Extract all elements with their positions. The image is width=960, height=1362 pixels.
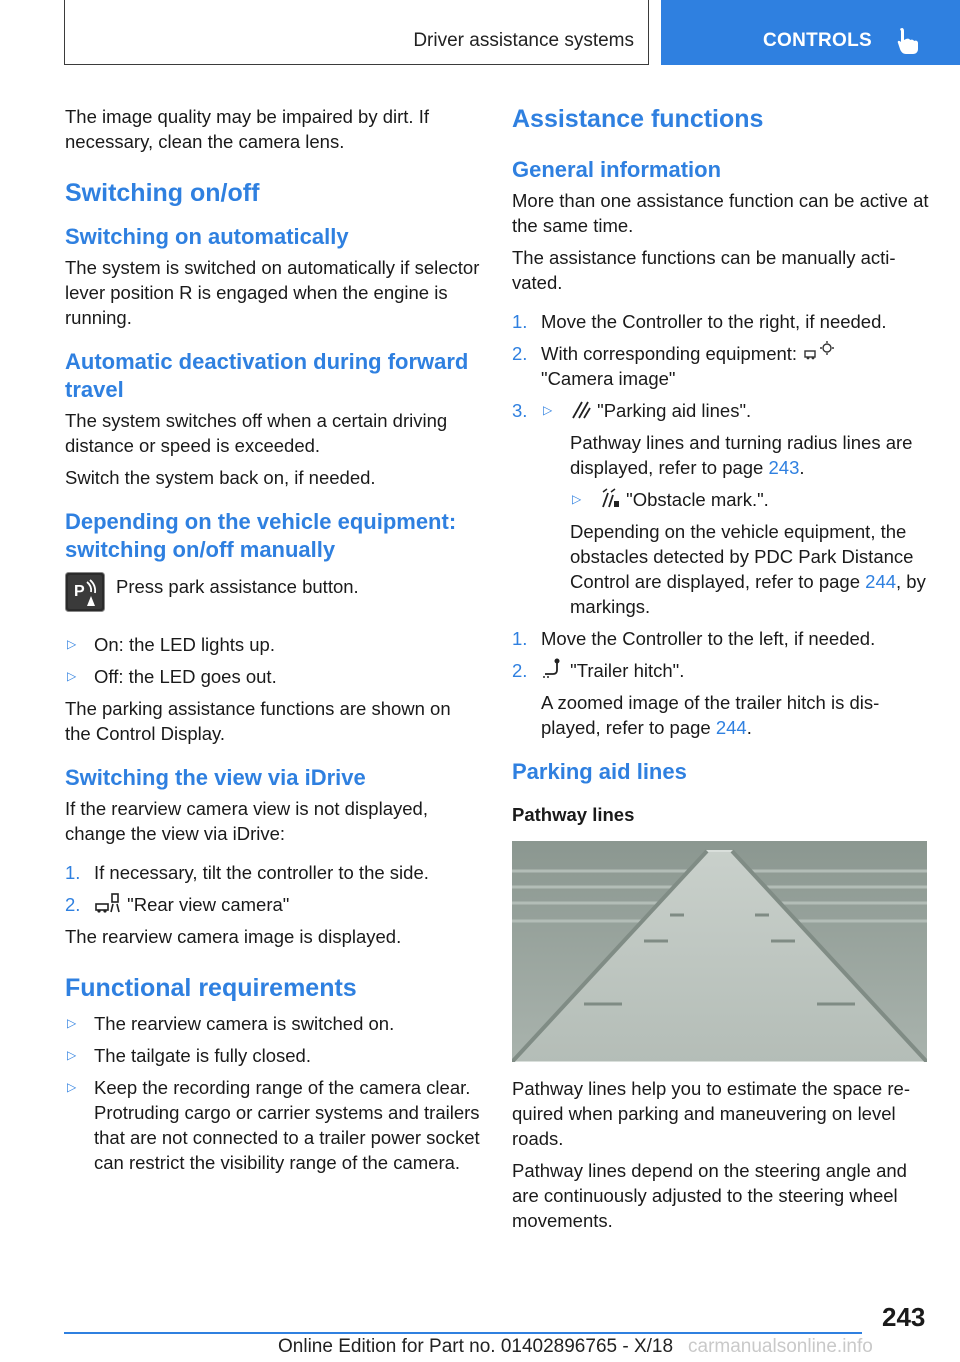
bullet-on: ▷ On: the LED lights up. xyxy=(67,634,275,655)
requirement-1: ▷ The rearview camera is switched on. xyxy=(67,1013,395,1034)
watermark: carmanualsonline.info xyxy=(688,1336,873,1357)
trailer-hitch-icon xyxy=(541,658,565,680)
shown-text: The parking assistance functions are shown on the Control Display. xyxy=(65,698,451,744)
trailer-hitch-text: A zoomed image of the trailer hitch is displayed, refer to page 244. xyxy=(541,692,880,738)
page-link-244[interactable]: 244 xyxy=(865,571,897,592)
bullet-triangle-icon: ▷ xyxy=(67,1080,77,1094)
park-assist-button-row xyxy=(65,574,480,618)
assist-step-b2: 2. "Trailer hitch". xyxy=(512,660,685,681)
parking-lines-icon xyxy=(570,398,592,420)
assist-step-2: 2. With corresponding equipment: "Camera image" xyxy=(512,341,930,391)
general-text-2: The assistance functions can be manually activated. xyxy=(512,247,896,293)
bullet-triangle-icon: ▷ xyxy=(572,492,582,506)
heading-pathway: Pathway lines xyxy=(512,804,635,825)
switch-back-text: Switch the system back on, if needed. xyxy=(65,467,376,488)
heading-auto-off: Automatic deactivation during forward travel xyxy=(65,349,469,402)
footer-divider xyxy=(64,1332,862,1334)
bullet-triangle-icon: ▷ xyxy=(67,1048,77,1062)
rear-view-camera-icon xyxy=(94,892,122,914)
obstacle-mark-icon xyxy=(599,487,621,509)
assist-step-b1: 1. Move the Controller to the left, if needed. xyxy=(512,628,876,649)
idrive-step-1: 1. If necessary, tilt the controller to the side. xyxy=(65,862,429,883)
bullet-triangle-icon: ▷ xyxy=(543,403,553,417)
general-text-1: More than one assistance function can be active at the same time. xyxy=(512,190,929,236)
auto-on-text: The system is switched on automatically if selector lever position R is engaged when the engine is running. xyxy=(65,257,480,328)
press-button-text: Press park assistance button. xyxy=(116,576,359,597)
bullet-triangle-icon: ▷ xyxy=(67,637,77,651)
page-link-244[interactable]: 244 xyxy=(715,717,747,738)
chapter-title: CONTROLS xyxy=(763,30,873,51)
heading-switching: Switching on/off xyxy=(65,179,260,207)
idrive-text: If the rearview camera view is not displayed, change the view via iDrive: xyxy=(65,798,428,844)
section-title: Driver assistance systems xyxy=(413,30,634,51)
parking-aid-lines-text: Pathway lines and turning radius lines are displayed, refer to page 243. xyxy=(570,432,913,478)
parking-aid-lines-option: ▷ "Parking aid lines". xyxy=(543,400,752,421)
obstacle-mark-text: Depending on the vehicle equipment, the obstacles detected by PDC Park Distance Control are displayed, refer to page 244, by markings. xyxy=(570,521,926,617)
assist-step-3: 3. ▷ "Parking aid lines". Pathway lines and turning radius lines are displayed, refer to page 243. ▷ "Obstacle mark.". Depending on the vehicle equipment, the obstacles detected by PDC Park Distance Control are displayed, refer to page 244, by markings. xyxy=(512,398,930,619)
bullet-off: ▷ Off: the LED goes out. xyxy=(67,666,277,687)
page-link-243[interactable]: 243 xyxy=(768,457,800,478)
pointing-hand-icon xyxy=(895,27,921,55)
heading-manual: Depending on the vehicle equipment: switching on/off manually xyxy=(65,509,457,562)
displayed-text: The rearview camera image is displayed. xyxy=(65,926,402,947)
auto-off-text: The system switches off when a certain driving distance or speed is exceeded. xyxy=(65,410,448,456)
heading-parking-lines: Parking aid lines xyxy=(512,759,687,784)
pathway-text-1: Pathway lines help you to estimate the space required when parking and maneuvering on level roads. xyxy=(512,1078,910,1149)
heading-assistance: Assistance functions xyxy=(512,105,764,133)
heading-requirements: Functional requirements xyxy=(65,974,357,1002)
chapter-tab xyxy=(661,0,960,65)
assist-step-1: 1. Move the Controller to the right, if needed. xyxy=(512,311,887,332)
bullet-triangle-icon: ▷ xyxy=(67,1016,77,1030)
section-header-box xyxy=(64,0,649,65)
bullet-triangle-icon: ▷ xyxy=(67,669,77,683)
intro-text: The image quality may be impaired by dirt. If necessary, clean the camera lens. xyxy=(65,106,429,152)
heading-idrive: Switching the view via iDrive xyxy=(65,765,366,790)
obstacle-mark-option: ▷ "Obstacle mark.". xyxy=(572,489,769,510)
pathway-text-2: Pathway lines depend on the steering angle and are continuously adjusted to the steering wheel movements. xyxy=(512,1160,907,1231)
page-number: 243 xyxy=(882,1302,926,1332)
requirement-3: ▷ Keep the recording range of the camera clear. Protruding cargo or carrier systems and trailers that are not connected to a trailer power socket can restrict the visibility range of the camera. xyxy=(67,1077,480,1173)
heading-general: General information xyxy=(512,157,722,182)
heading-auto-on: Switching on automatically xyxy=(65,224,349,249)
right-column xyxy=(512,104,930,1240)
idrive-step-2: 2. "Rear view camera" xyxy=(65,894,290,915)
left-column xyxy=(65,104,480,1182)
svg-text:P: P xyxy=(74,583,85,600)
camera-image-icon xyxy=(802,341,836,363)
pathway-lines-image xyxy=(512,841,927,1062)
edition-text: Online Edition for Part no. 01402896765 - X/18 xyxy=(278,1336,674,1357)
requirement-2: ▷ The tailgate is fully closed. xyxy=(67,1045,311,1066)
park-assist-button-icon xyxy=(65,572,105,612)
